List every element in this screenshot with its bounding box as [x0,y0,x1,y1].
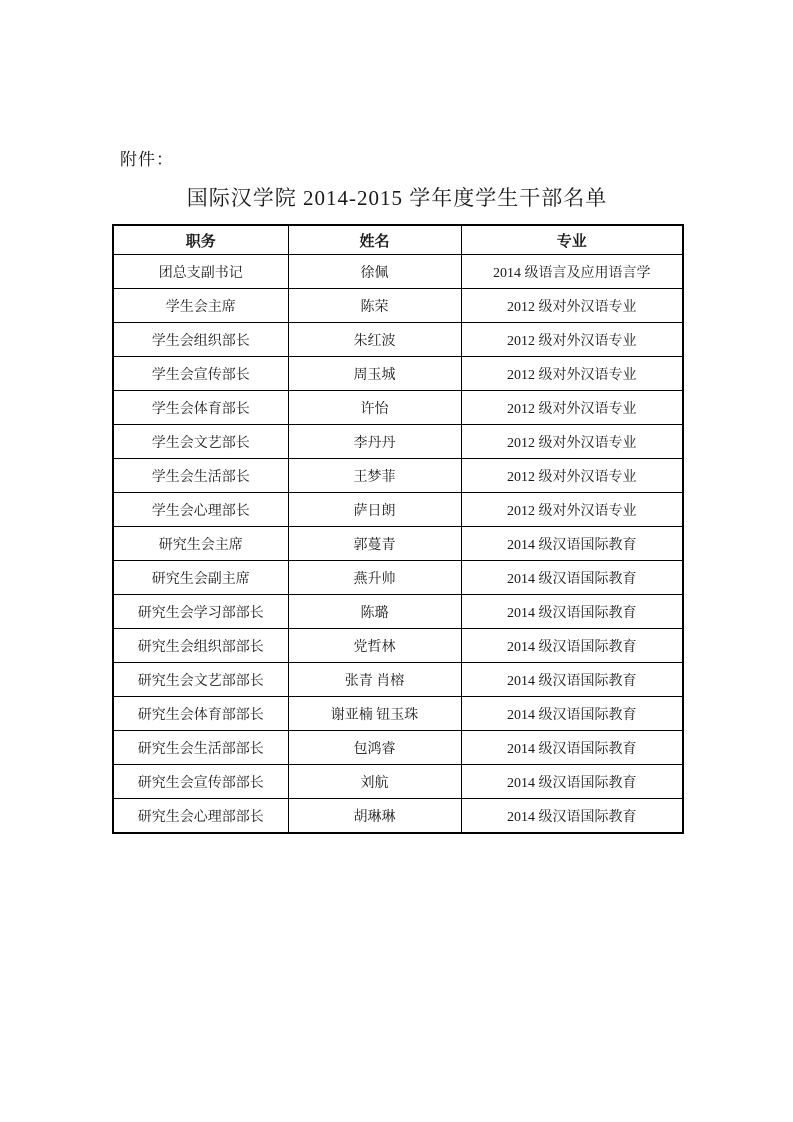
table-row [113,595,683,629]
table-row [113,765,683,799]
cell-major: 2012 级对外汉语专业 [461,391,683,425]
cell-name: 陈荣 [288,289,461,323]
cell-major: 2012 级对外汉语专业 [461,289,683,323]
cell-position: 研究生会心理部部长 [113,799,288,834]
cell-major: 2014 级汉语国际教育 [461,799,683,834]
cell-position: 研究生会学习部部长 [113,595,288,629]
table-row [113,493,683,527]
cell-major: 2014 级汉语国际教育 [461,765,683,799]
cell-name: 燕升帅 [288,561,461,595]
cell-position: 学生会主席 [113,289,288,323]
cell-name: 包鸿睿 [288,731,461,765]
cell-name: 刘航 [288,765,461,799]
cell-major: 2014 级汉语国际教育 [461,663,683,697]
table-row [113,357,683,391]
cell-position: 学生会体育部长 [113,391,288,425]
table-row [113,799,683,834]
cell-position: 学生会文艺部长 [113,425,288,459]
cell-name: 朱红波 [288,323,461,357]
cell-name: 陈璐 [288,595,461,629]
cell-major: 2014 级汉语国际教育 [461,595,683,629]
table-row [113,561,683,595]
cell-major: 2012 级对外汉语专业 [461,323,683,357]
cell-major: 2014 级语言及应用语言学 [461,255,683,289]
column-header-position: 职务 [113,225,288,255]
table-row [113,697,683,731]
cell-name: 胡琳琳 [288,799,461,834]
roster-table [112,224,684,834]
cell-name: 谢亚楠 钮玉珠 [288,697,461,731]
table-row [113,289,683,323]
cell-position: 研究生会组织部部长 [113,629,288,663]
cell-major: 2014 级汉语国际教育 [461,629,683,663]
cell-major: 2012 级对外汉语专业 [461,357,683,391]
table-row [113,459,683,493]
cell-position: 研究生会副主席 [113,561,288,595]
cell-position: 研究生会文艺部部长 [113,663,288,697]
cell-major: 2012 级对外汉语专业 [461,425,683,459]
table-row [113,323,683,357]
cell-major: 2014 级汉语国际教育 [461,731,683,765]
cell-major: 2012 级对外汉语专业 [461,493,683,527]
table-row [113,629,683,663]
cell-position: 学生会组织部长 [113,323,288,357]
table-header-row [113,225,683,255]
table-row [113,391,683,425]
cell-position: 研究生会主席 [113,527,288,561]
cell-position: 学生会宣传部长 [113,357,288,391]
page-title: 国际汉学院 2014-2015 学年度学生干部名单 [186,186,608,210]
cell-major: 2014 级汉语国际教育 [461,697,683,731]
column-header-name: 姓名 [288,225,461,255]
column-header-major: 专业 [461,225,683,255]
cell-major: 2014 级汉语国际教育 [461,527,683,561]
cell-major: 2012 级对外汉语专业 [461,459,683,493]
cell-name: 徐佩 [288,255,461,289]
cell-position: 团总支副书记 [113,255,288,289]
cell-name: 李丹丹 [288,425,461,459]
table-row [113,425,683,459]
cell-name: 党哲林 [288,629,461,663]
table-header [113,225,683,255]
cell-name: 王梦菲 [288,459,461,493]
table-body [113,255,683,834]
cell-position: 研究生会体育部部长 [113,697,288,731]
cell-position: 学生会心理部长 [113,493,288,527]
table-row [113,663,683,697]
attachment-label: 附件： [120,150,174,169]
cell-name: 郭蔓青 [288,527,461,561]
table-row [113,255,683,289]
table-row [113,527,683,561]
cell-position: 研究生会宣传部部长 [113,765,288,799]
cell-name: 周玉城 [288,357,461,391]
table-row [113,731,683,765]
cell-name: 张青 肖榕 [288,663,461,697]
cell-position: 研究生会生活部部长 [113,731,288,765]
cell-name: 许怡 [288,391,461,425]
cell-name: 萨日朗 [288,493,461,527]
cell-position: 学生会生活部长 [113,459,288,493]
cell-major: 2014 级汉语国际教育 [461,561,683,595]
